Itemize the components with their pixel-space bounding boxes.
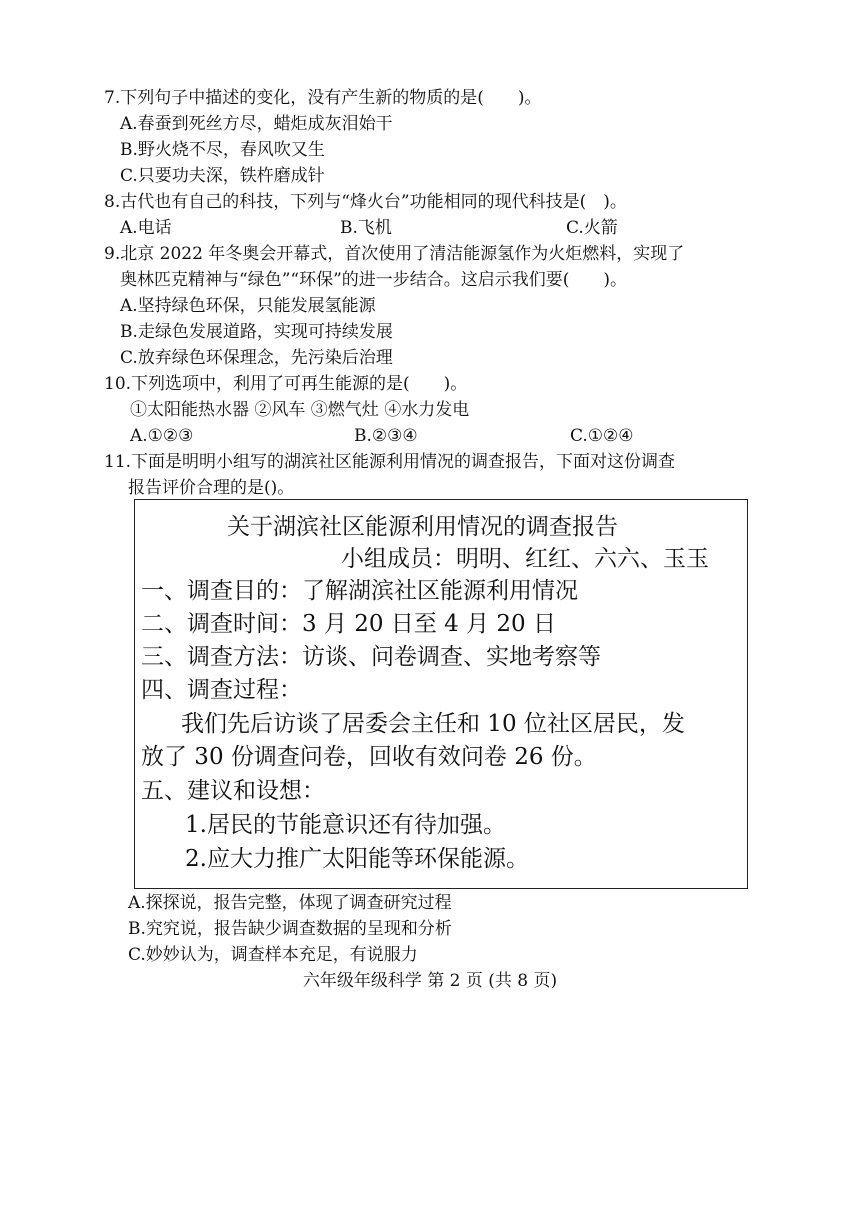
report-method: 三、调查方法：访谈、问卷调查、实地考察等 — [141, 644, 601, 670]
q8-option-b: B.飞机 — [340, 218, 392, 238]
q10-items: ①太阳能热水器 ②风车 ③燃气灶 ④水力发电 — [130, 400, 470, 420]
report-process-line2: 放了 30 份调查问卷，回收有效问卷 26 份。 — [141, 744, 597, 770]
report-purpose: 一、调查目的：了解湖滨社区能源利用情况 — [141, 578, 578, 604]
page-footer: 六年级年级科学 第 2 页 (共 8 页) — [302, 971, 558, 991]
report-suggest-2: 2.应大力推广太阳能等环保能源。 — [185, 846, 529, 872]
q7-stem: 7.下列句子中描述的变化，没有产生新的物质的是( )。 — [104, 88, 542, 108]
q10-option-a: A.①②③ — [130, 426, 194, 446]
q8-stem: 8.古代也有自己的科技，下列与“烽火台”功能相同的现代科技是( )。 — [104, 192, 627, 212]
q9-option-b: B.走绿色发展道路，实现可持续发展 — [120, 322, 393, 342]
report-suggest-heading: 五、建议和设想： — [141, 778, 325, 804]
q11-stem-line1: 11.下面是明明小组写的湖滨社区能源利用情况的调查报告，下面对这份调查 — [104, 452, 676, 472]
q10-stem: 10.下列选项中，利用了可再生能源的是( )。 — [104, 374, 468, 394]
q11-option-a: A.探探说，报告完整，体现了调查研究过程 — [128, 893, 452, 913]
report-members: 小组成员：明明、红红、六六、玉玉 — [341, 546, 709, 572]
report-process-line1: 我们先后访谈了居委会主任和 10 位社区居民，发 — [181, 711, 685, 737]
q8-option-c: C.火箭 — [566, 218, 618, 238]
q10-option-c: C.①②④ — [570, 426, 634, 446]
q11-option-c: C.妙妙认为，调查样本充足，有说服力 — [128, 945, 418, 965]
report-title: 关于湖滨社区能源利用情况的调查报告 — [227, 514, 618, 540]
q9-option-c: C.放弃绿色环保理念，先污染后治理 — [120, 348, 393, 368]
report-time: 二、调查时间：3 月 20 日至 4 月 20 日 — [141, 611, 556, 637]
q7-option-b: B.野火烧不尽，春风吹又生 — [120, 140, 325, 160]
q7-option-c: C.只要功夫深，铁杵磨成针 — [120, 166, 325, 186]
q11-stem-line2: 报告评价合理的是()。 — [128, 478, 295, 498]
q7-option-a: A.春蚕到死丝方尽，蜡炬成灰泪始干 — [120, 114, 393, 134]
q10-option-b: B.②③④ — [354, 426, 418, 446]
q9-option-a: A.坚持绿色环保，只能发展氢能源 — [120, 296, 376, 316]
q9-stem-line1: 9.北京 2022 年冬奥会开幕式，首次使用了清洁能源氢作为火炬燃料，实现了 — [104, 244, 685, 264]
q9-stem-line2: 奥林匹克精神与“绿色”“环保”的进一步结合。这启示我们要( )。 — [120, 270, 628, 290]
q8-option-a: A.电话 — [120, 218, 172, 238]
report-suggest-1: 1.居民的节能意识还有待加强。 — [185, 812, 506, 838]
report-process-heading: 四、调查过程： — [141, 677, 302, 703]
q11-option-b: B.究究说，报告缺少调查数据的呈现和分析 — [128, 919, 452, 939]
survey-report-box — [134, 499, 748, 889]
